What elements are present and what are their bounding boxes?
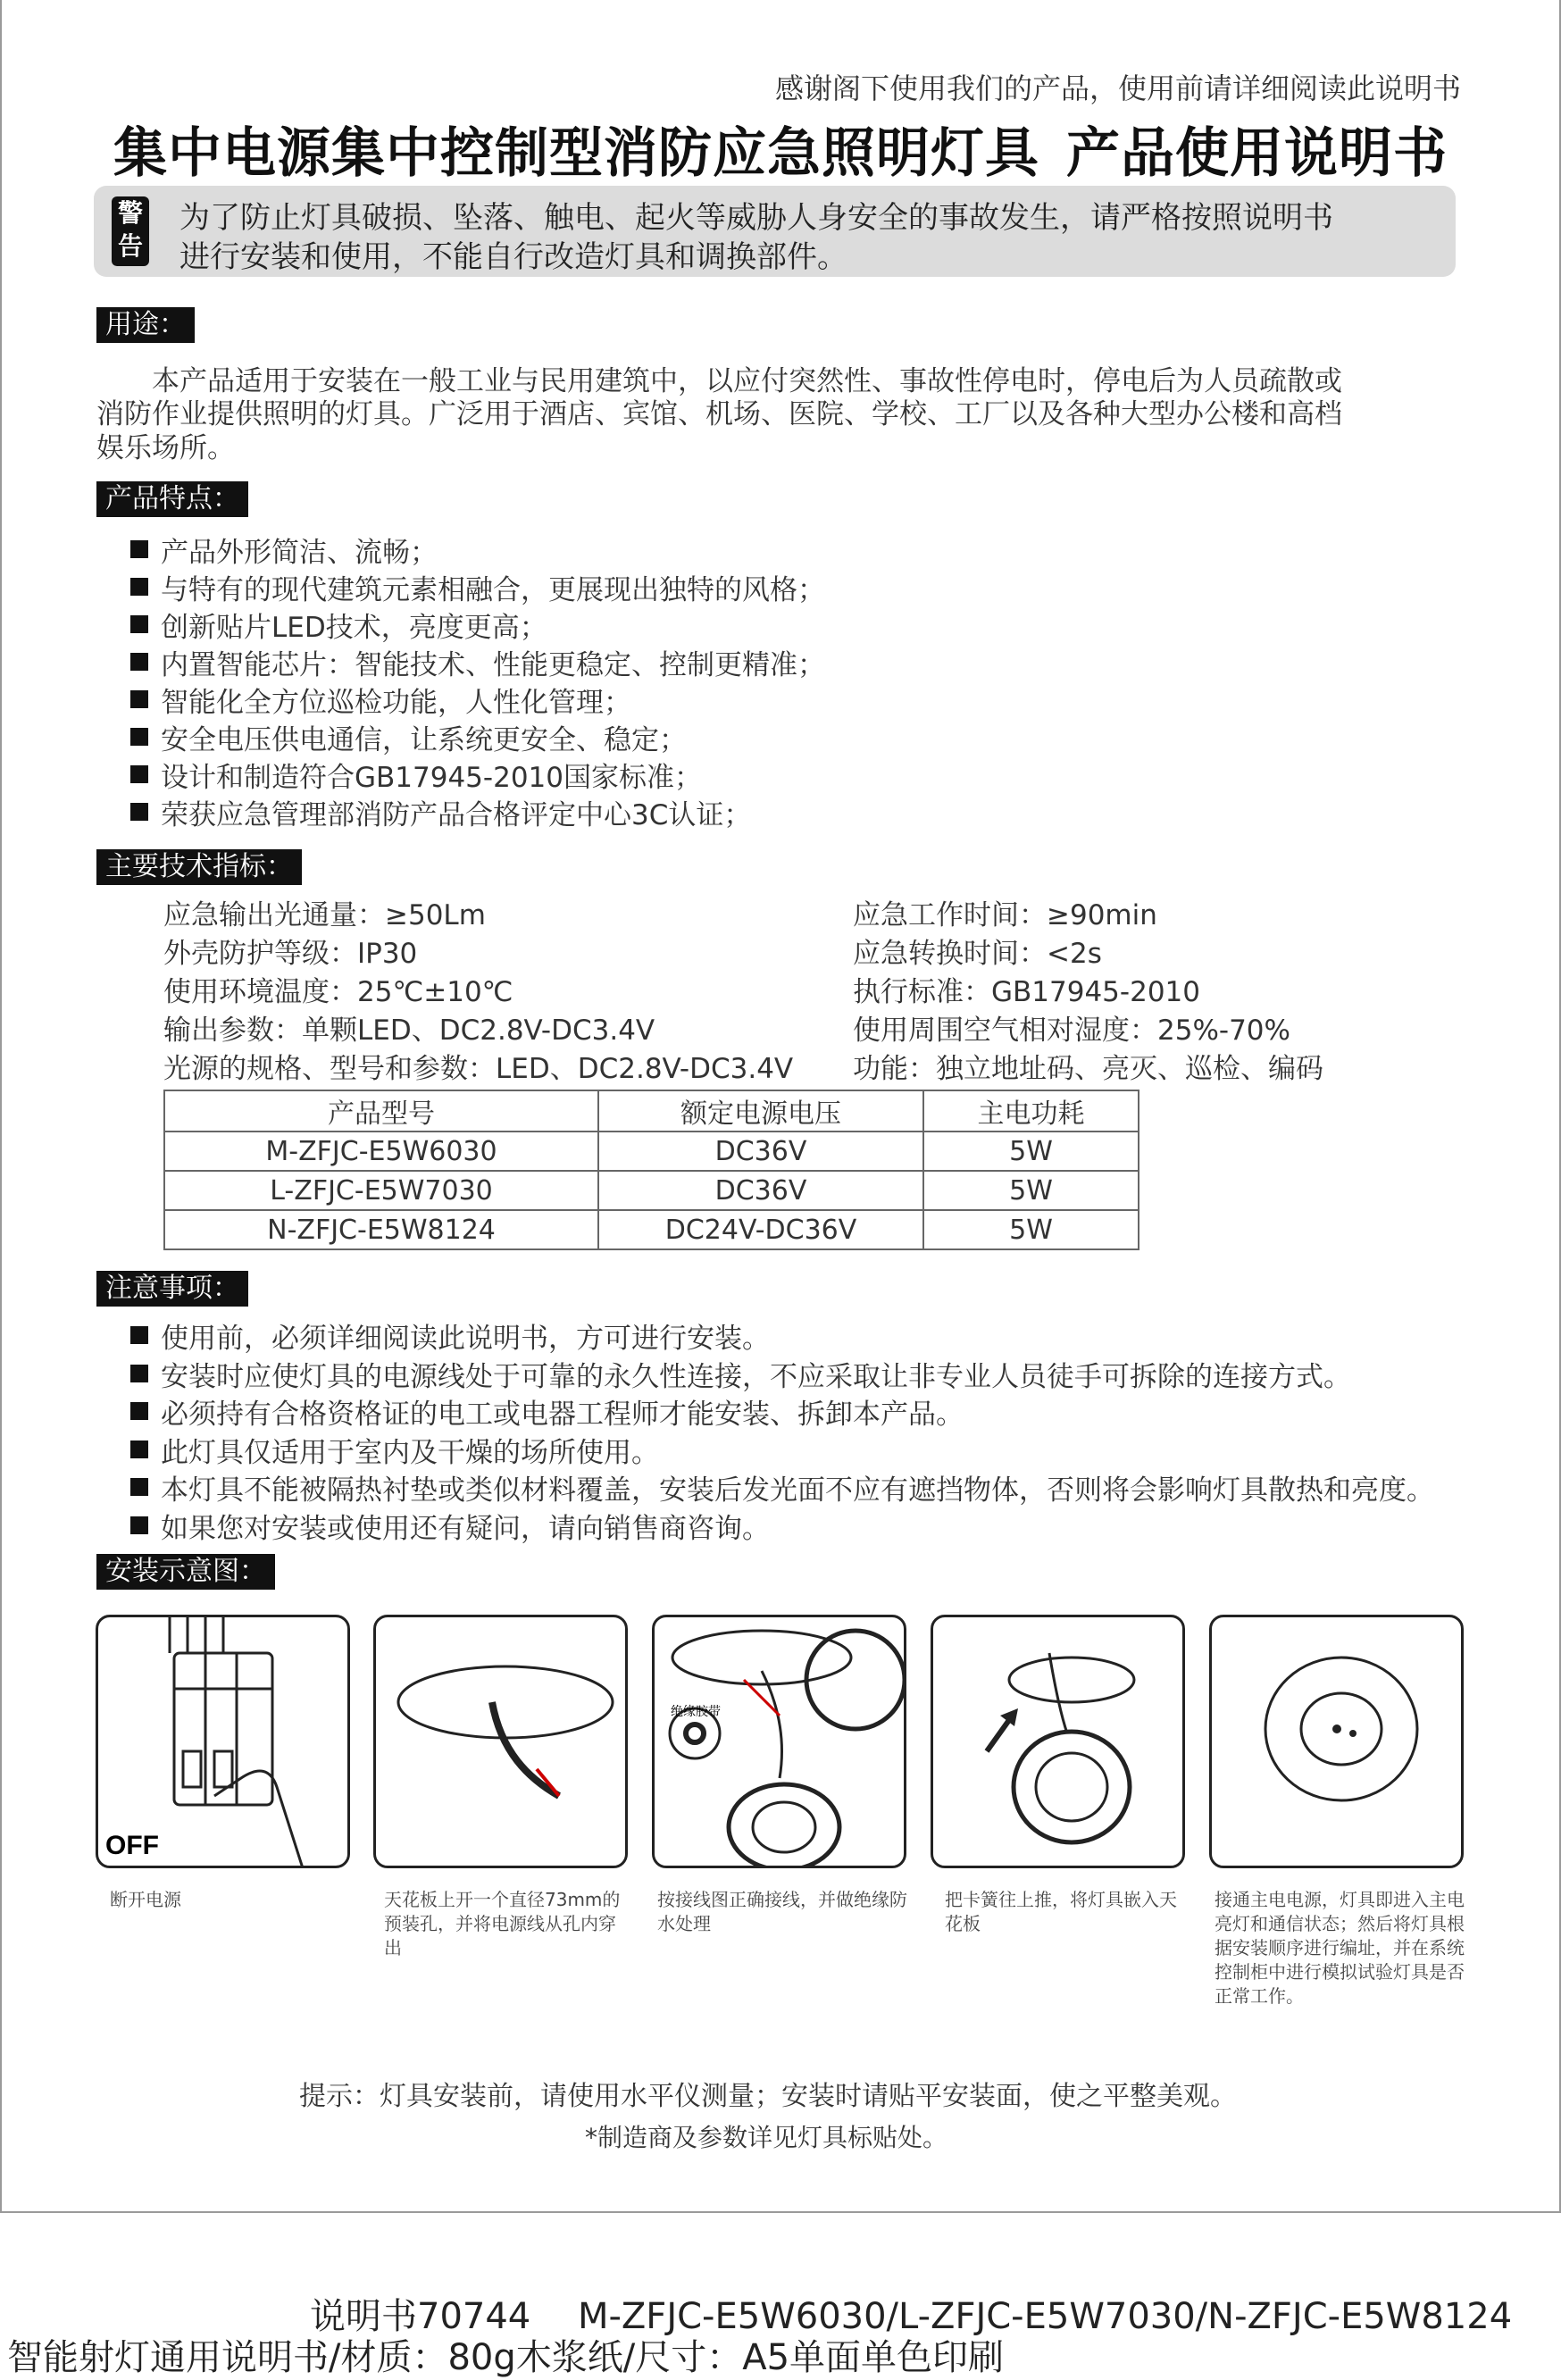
title-main: 集中电源集中控制型消防应急照明灯具 <box>113 122 1039 185</box>
install-step-2-illustration <box>373 1615 628 1868</box>
table-cell: 5W <box>923 1210 1139 1249</box>
feature-item: 设计和制造符合GB17945-2010国家标准； <box>161 755 702 795</box>
install-step-caption: 接通主电电源，灯具即进入主电亮灯和通信状态；然后将灯具根据安装顺序进行编址，并在系统控制柜中进行模拟试验灯具是否正常工作。 <box>1215 1889 1465 2007</box>
feature-item: 荣获应急管理部消防产品合格评定中心3C认证； <box>161 792 751 832</box>
spec-item: 输出参数：单颗LED、DC2.8V-DC3.4V <box>163 1015 655 1047</box>
table-cell: L-ZFJC-E5W7030 <box>164 1171 598 1210</box>
table-header-row <box>164 1090 1139 1132</box>
feature-item: 与特有的现代建筑元素相融合，更展现出独特的风格； <box>161 567 825 607</box>
model-table <box>163 1090 1139 1250</box>
off-label: OFF <box>105 1831 159 1860</box>
feature-item: 智能化全方位巡检功能，人性化管理； <box>161 680 631 720</box>
install-step-4-illustration <box>931 1615 1185 1868</box>
feature-item: 安全电压供电通信，让系统更安全、稳定； <box>161 717 687 757</box>
table-cell: DC24V-DC36V <box>598 1210 923 1249</box>
notes-heading: 注意事项： <box>96 1271 248 1307</box>
breaker-illustration <box>98 1617 350 1868</box>
spec-item: 光源的规格、型号和参数：LED、DC2.8V-DC3.4V <box>163 1053 794 1085</box>
table-cell: 5W <box>923 1132 1139 1171</box>
install-step-caption: 天花板上开一个直径73mm的预装孔，并将电源线从孔内穿出 <box>384 1889 621 1958</box>
table-cell: DC36V <box>598 1132 923 1171</box>
table-row <box>164 1132 1139 1171</box>
warning-line: 为了防止灯具破损、坠落、触电、起火等威胁人身安全的事故发生，请严格按照说明书 <box>179 200 1333 236</box>
features-heading: 产品特点： <box>96 481 248 517</box>
install-step-caption: 按接线图正确接线，并做绝缘防水处理 <box>657 1889 907 1934</box>
table-header: 主电功耗 <box>923 1090 1139 1132</box>
spec-item: 应急转换时间：<2s <box>853 938 1102 970</box>
install-step-caption: 断开电源 <box>110 1889 181 1910</box>
table-cell: N-ZFJC-E5W8124 <box>164 1210 598 1249</box>
spec-item: 应急输出光通量：≥50Lm <box>163 899 486 931</box>
warning-badge-text: 警告 <box>117 198 143 261</box>
install-hint: 提示：灯具安装前，请使用水平仪测量；安装时请贴平安装面，使之平整美观。 <box>299 2081 1237 2112</box>
warning-box <box>94 186 1456 277</box>
warning-badge <box>112 196 149 266</box>
table-header: 产品型号 <box>164 1090 598 1132</box>
install-step-5-illustration <box>1209 1615 1464 1868</box>
note-item: 必须持有合格资格证的电工或电器工程师才能安装、拆卸本产品。 <box>161 1391 964 1432</box>
table-cell: DC36V <box>598 1171 923 1210</box>
warning-line: 进行安装和使用，不能自行改造灯具和调换部件。 <box>179 239 847 275</box>
ceiling-hole-illustration <box>376 1617 628 1868</box>
specs-heading: 主要技术指标： <box>96 849 302 885</box>
page-title <box>113 111 1448 188</box>
note-item: 此灯具仅适用于室内及干燥的场所使用。 <box>161 1430 659 1470</box>
table-header: 额定电源电压 <box>598 1090 923 1132</box>
spec-item: 外壳防护等级：IP30 <box>163 938 418 970</box>
usage-text: 本产品适用于安装在一般工业与民用建筑中，以应付突然性、事故性停电时，停电后为人员疏散或 <box>96 365 1342 397</box>
note-item: 如果您对安装或使用还有疑问，请向销售商咨询。 <box>161 1506 770 1546</box>
usage-text: 娱乐场所。 <box>96 432 235 464</box>
footnote: *制造商及参数详见灯具标贴处。 <box>585 2123 948 2152</box>
note-item: 安装时应使灯具的电源线处于可靠的永久性连接，不应采取让非专业人员徒手可拆除的连接方式。 <box>161 1354 1351 1394</box>
title-suffix: 产品使用说明书 <box>1066 122 1448 185</box>
installed-lamp-illustration <box>1212 1617 1464 1868</box>
spec-item: 功能：独立地址码、亮灭、巡检、编码 <box>853 1053 1323 1085</box>
feature-item: 内置智能芯片：智能技术、性能更稳定、控制更精准； <box>161 642 825 682</box>
usage-text: 消防作业提供照明的灯具。广泛用于酒店、宾馆、机场、医院、学校、工厂以及各种大型办公楼和高档 <box>96 398 1342 430</box>
install-heading: 安装示意图： <box>96 1554 275 1590</box>
table-cell: 5W <box>923 1171 1139 1210</box>
note-item: 本灯具不能被隔热衬垫或类似材料覆盖，安装后发光面不应有遮挡物体，否则将会影响灯具散热和亮度。 <box>161 1467 1434 1507</box>
feature-item: 创新贴片LED技术，亮度更高； <box>161 605 547 645</box>
install-step-caption: 把卡簧往上推，将灯具嵌入天花板 <box>945 1889 1177 1934</box>
note-item: 使用前，必须详细阅读此说明书，方可进行安装。 <box>161 1315 770 1356</box>
install-step-1-illustration <box>96 1615 350 1868</box>
top-note: 感谢阁下使用我们的产品，使用前请详细阅读此说明书 <box>774 71 1461 105</box>
spec-item: 使用周围空气相对湿度：25%-70% <box>853 1015 1290 1047</box>
usage-heading: 用途： <box>96 307 195 343</box>
spec-item: 执行标准：GB17945-2010 <box>853 976 1200 1008</box>
footer-material-line: 智能射灯通用说明书/材质：80g木浆纸/尺寸：A5单面单色印刷 <box>7 2337 1005 2378</box>
feature-item: 产品外形简洁、流畅； <box>161 530 438 570</box>
table-cell: M-ZFJC-E5W6030 <box>164 1132 598 1171</box>
footer-model-line: 说明书70744 M-ZFJC-E5W6030/L-ZFJC-E5W7030/N-ZFJC-E5W8124 <box>310 2296 1513 2337</box>
insert-lamp-illustration <box>933 1617 1185 1868</box>
insulation-tape-label: 绝缘胶带 <box>671 1705 721 1719</box>
install-step-3-illustration <box>652 1615 906 1868</box>
spec-item: 使用环境温度：25℃±10℃ <box>163 976 513 1008</box>
table-row <box>164 1171 1139 1210</box>
wiring-illustration <box>655 1617 906 1868</box>
table-row <box>164 1210 1139 1249</box>
spec-item: 应急工作时间：≥90min <box>853 899 1157 931</box>
